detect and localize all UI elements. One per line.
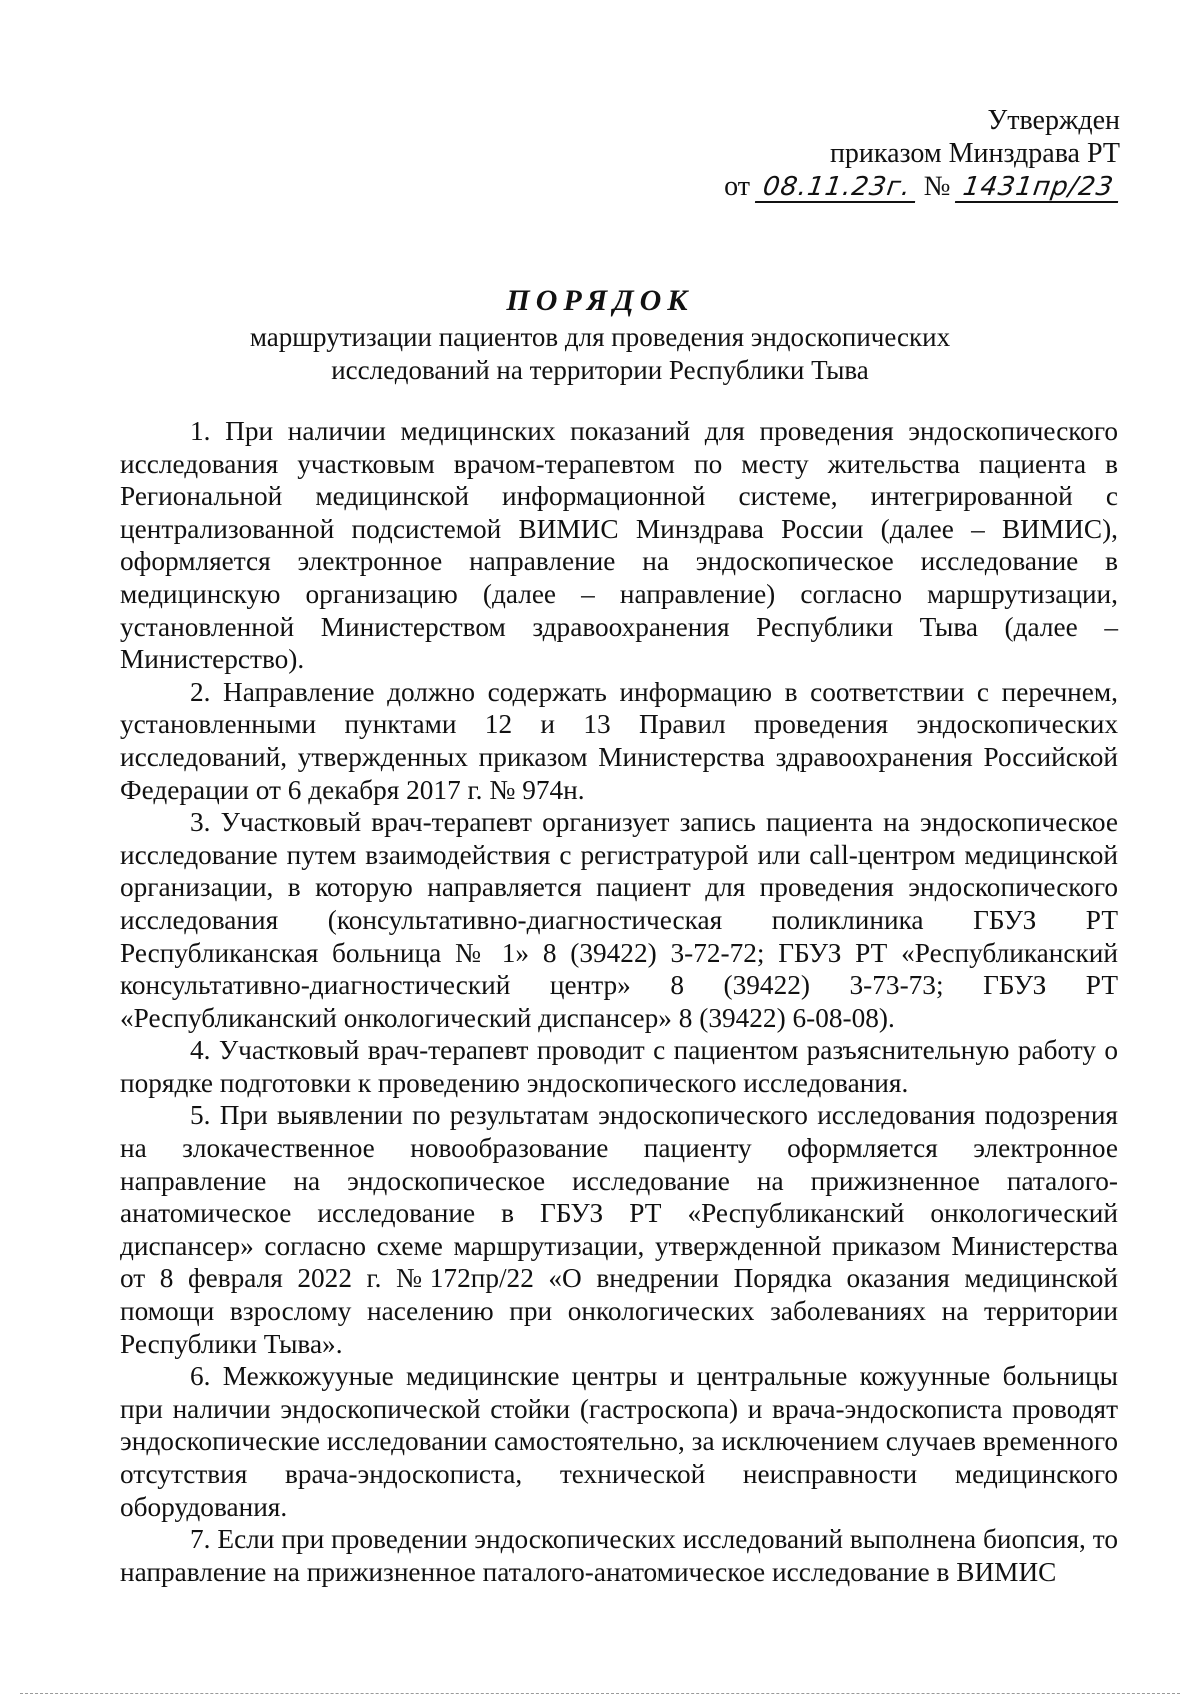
approval-line-date-number (724, 170, 1120, 203)
approval-number-sign: № (923, 171, 951, 202)
subtitle-line-2: исследований на территории Республики Тыва (331, 355, 869, 385)
paragraph-6: 6. Межкожууные медицинские центры и центральные кожуунные больницы при наличии эндоскопической стойки (гастроскопа) и врача-эндоскописта проводят эндоскопические исследовании самостоятельно, за исключением случаев временного отсутствия врача-эндоскописта, технической неисправности медицинского оборудования. (120, 1361, 1118, 1522)
approval-handwritten-date: 08.11.23г. (755, 173, 919, 203)
paragraph-1: 1. При наличии медицинских показаний для проведения эндоскопического исследования участковым врачом-терапевтом по месту жительства пациента в Региональной медицинской информационной системе, интегрированной с централизованной подсистемой ВИМИС Минздрава России (далее – ВИМИС), оформляется электронное направление на эндоскопическое исследование в медицинскую организацию (далее – направление) согласно маршрутизации, установленной Министерством здравоохранения Республики Тыва (далее – Министерство). (120, 416, 1118, 675)
subtitle-line-1: маршрутизации пациентов для проведения эндоскопических (249, 322, 951, 352)
paragraph-4: 4. Участковый врач-терапевт проводит с пациентом разъяснительную работу о порядке подготовки к проведению эндоскопического исследования. (120, 1035, 1118, 1098)
paragraph-5: 5. При выявлении по результатам эндоскопического исследования подозрения на злокачественное новообразование пациенту оформляется электронное направление на эндоскопическое исследование на прижизненное паталого-анатомическое исследование в ГБУЗ РТ «Республиканский онкологический диспансер» согласно схеме маршрутизации, утвержденной приказом Министерства от 8 февраля 2022 г. №172пр/22 «О внедрении Порядка оказания медицинской помощи взрослому населению при онкологических заболеваниях на территории Республики Тыва». (120, 1100, 1118, 1359)
approval-from-label: от (724, 171, 751, 202)
paragraph-2: 2. Направление должно содержать информацию в соответствии с перечнем, установленными пунктами 12 и 13 Правил проведения эндоскопических исследований, утвержденных приказом Министерства здравоохранения Российской Федерации от 6 декабря 2017 г. № 974н. (120, 676, 1118, 805)
paragraph-3: 3. Участковый врач-терапевт организует запись пациента на эндоскопическое исследование путем взаимодействия с регистратурой или call-центром медицинской организации, в которую направляется пациент для проведения эндоскопического исследования (консультативно-диагностическая поликлиника ГБУЗ РТ Республиканская больница № 1» 8 (39422) 3-72-72; ГБУЗ РТ «Республиканский консультативно-диагностический центр» 8 (39422) 3-73-73; ГБУЗ РТ «Республиканский онкологический диспансер» 8 (39422) 6-08-08). (120, 807, 1118, 1033)
approval-line-order: приказом Минздрава РТ (829, 138, 1120, 169)
paragraph-7: 7. Если при проведении эндоскопических исследований выполнена биопсия, то направление на прижизненное паталого-анатомическое исследование в ВИМИС (120, 1524, 1118, 1587)
scan-edge-line (20, 1693, 1180, 1694)
document-subtitle (0, 321, 1200, 387)
approval-line-approved: Утвержден (987, 105, 1120, 136)
document-title: ПОРЯДОК (506, 284, 694, 317)
approval-stamp-block (724, 104, 1120, 203)
document-body (120, 415, 1118, 1588)
approval-handwritten-number: 1431пр/23 (955, 173, 1122, 203)
